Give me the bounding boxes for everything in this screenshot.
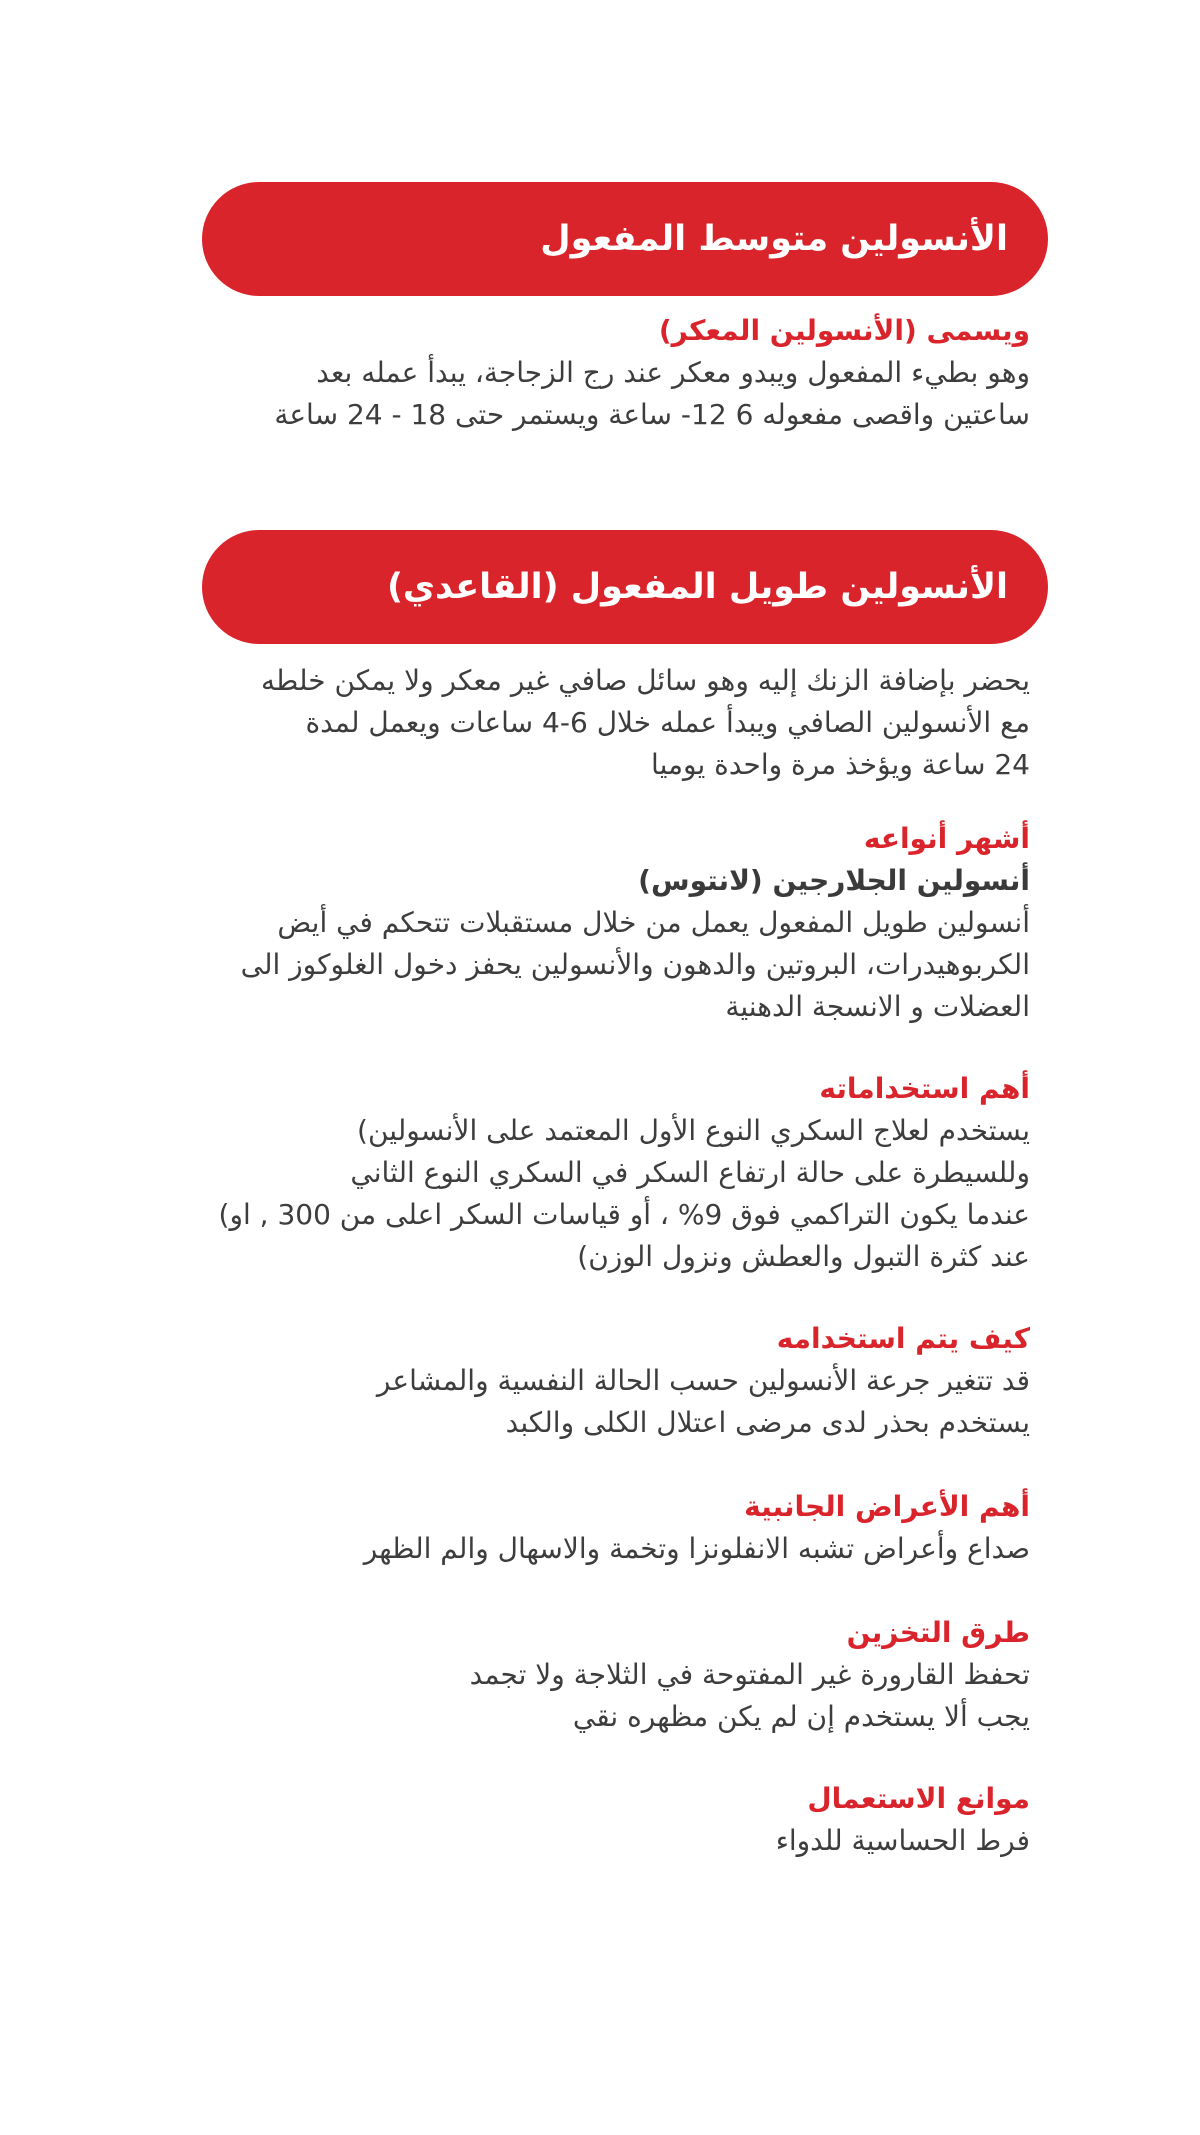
how-used-line: قد تتغير جرعة الأنسولين حسب الحالة النفسية والمشاعر [376,1364,1030,1397]
intermediate-insulin-line: وهو بطيء المفعول ويبدو معكر عند رج الزجاجة، يبدأ عمله بعد [316,356,1030,389]
storage-heading: طرق التخزين [846,1616,1030,1649]
storage-section [110,1612,1030,1738]
intermediate-insulin-title: الأنسولين متوسط المفعول [540,219,1008,259]
how-used-section [110,1318,1030,1444]
uses-heading: أهم استخداماته [819,1072,1030,1105]
uses-section [110,1068,1030,1278]
how-used-line: يستخدم بحذر لدى مرضى اعتلال الكلى والكبد [505,1406,1030,1439]
contraindications-section [110,1778,1030,1862]
glargine-subheading: أنسولين الجلارجين (لانتوس) [638,864,1030,897]
storage-line: يجب ألا يستخدم إن لم يكن مظهره نقي [572,1700,1030,1733]
famous-types-line: أنسولين طويل المفعول يعمل من خلال مستقبلات تتحكم في أيض [277,906,1030,939]
uses-line: عندما يكون التراكمي فوق 9% ، أو قياسات السكر اعلى من 300 , او) [218,1198,1030,1231]
side-effects-heading: أهم الأعراض الجانبية [744,1490,1030,1523]
uses-line: يستخدم لعلاج السكري النوع الأول المعتمد على الأنسولين) [357,1114,1030,1147]
famous-types-line: الكربوهيدرات، البروتين والدهون والأنسولين يحفز دخول الغلوكوز الى [240,948,1030,981]
side-effects-section [110,1486,1030,1570]
contraindications-line: فرط الحساسية للدواء [775,1824,1030,1857]
famous-types-line: العضلات و الانسجة الدهنية [725,990,1030,1023]
side-effects-line: صداع وأعراض تشبه الانفلونزا وتخمة والاسهال والم الظهر [363,1532,1030,1565]
uses-line: عند كثرة التبول والعطش ونزول الوزن) [577,1240,1030,1273]
long-acting-insulin-line: مع الأنسولين الصافي ويبدأ عمله خلال 6-4 ساعات ويعمل لمدة [305,706,1030,739]
long-acting-insulin-line: يحضر بإضافة الزنك إليه وهو سائل صافي غير معكر ولا يمكن خلطه [261,664,1030,697]
long-acting-insulin-line: 24 ساعة ويؤخذ مرة واحدة يوميا [651,748,1030,781]
famous-types-heading: أشهر أنواعه [863,822,1030,855]
intermediate-insulin-heading: ويسمى (الأنسولين المعكر) [658,314,1030,347]
intermediate-insulin-banner [202,182,1048,296]
storage-line: تحفظ القارورة غير المفتوحة في الثلاجة ولا تجمد [469,1658,1030,1691]
long-acting-insulin-title: الأنسولين طويل المفعول (القاعدي) [386,567,1008,607]
long-acting-insulin-section [110,660,1030,786]
intermediate-insulin-section [110,310,1030,436]
famous-types-section [110,818,1030,1028]
contraindications-heading: موانع الاستعمال [807,1782,1030,1815]
intermediate-insulin-line: ساعتين واقصى مفعوله 6 12- ساعة ويستمر حتى 18 - 24 ساعة [274,398,1030,431]
long-acting-insulin-banner [202,530,1048,644]
uses-line: وللسيطرة على حالة ارتفاع السكر في السكري النوع الثاني [350,1156,1030,1189]
how-used-heading: كيف يتم استخدامه [776,1322,1030,1355]
